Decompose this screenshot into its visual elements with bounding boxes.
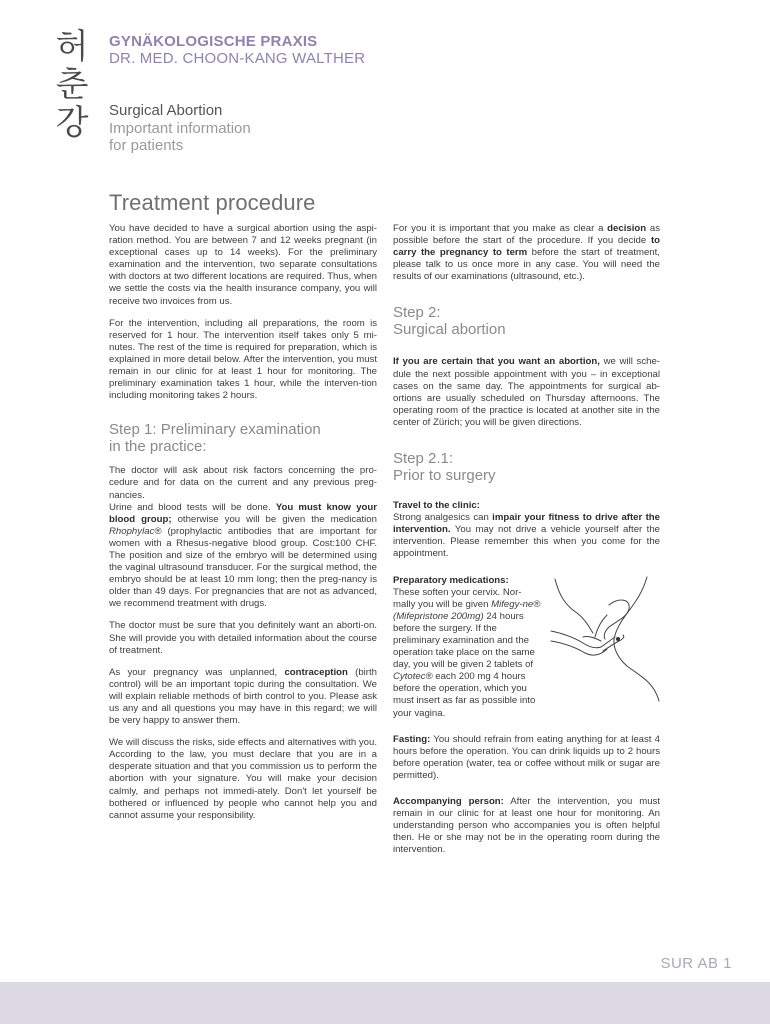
doctor-name: DR. MED. CHOON-KANG WALTHER — [109, 50, 366, 67]
korean-char-2: 춘 — [55, 65, 89, 105]
document-subtitle-1: Important information — [109, 119, 251, 137]
step-2-heading: Step 2: Surgical abortion — [393, 304, 506, 338]
contraception-paragraph: As your pregnancy was unplanned, contraception (birth control) will be an important topic during the consultation. We will explain reliable methods of birth control to you. Please ask us any and all questions you may have in this regard; we will be very happy to answer them. — [109, 666, 377, 727]
korean-char-1: 허 — [55, 27, 89, 67]
decision-paragraph: The doctor must be sure that you definitely want an aborti-on. She will provide you with detailed information about the course of treatment. — [109, 620, 377, 656]
vaginal-insertion-illustration — [549, 575, 661, 703]
korean-name-logo — [52, 28, 92, 142]
left-column — [109, 223, 377, 832]
duration-paragraph: For the intervention, including all preparations, the room is reserved for 1 hour. The intervention itself takes only 5 mi-nutes. The rest of the time is required for preparation, which is explained in more detail below. After the intervention, you must remain in our clinic for at least 1 hour for monitoring. The preliminary examination takes 1 hour, while the interven-tion including monitoring takes 2 hours. — [109, 317, 377, 402]
practice-name: GYNÄKOLOGISCHE PRAXIS — [109, 33, 318, 50]
document-title: Surgical Abortion — [109, 102, 223, 119]
step-2-1-heading: Step 2.1: Prior to surgery — [393, 450, 496, 484]
surgical-appointment-paragraph: If you are certain that you want an abortion, we will sche-dule the next possible appointment with you – in exceptional cases on the same day. The appointments for surgical ab-ortions are usually scheduled on Thursday afternoons. The operating room of the practice is located at another site in the center of Zürich; you will be given directions. — [393, 356, 660, 428]
korean-char-3: 강 — [55, 103, 89, 143]
risks-paragraph: We will discuss the risks, side effects and alternatives with you. According to the law, you must declare that you are in a desperate situation and that you commission us to perform the abortion with your signature. You will make your decision calmly, and perhaps not immedi-ately. Don't let yourself be bothered or influenced by people who cannot help you and cannot assume your responsibility. — [109, 737, 377, 821]
clear-decision-paragraph: For you it is important that you make as clear a decision as possible before the start of the procedure. If you decide to carry the pregnancy to term before the start of treatment, please talk to us once more in any case. You will need the results of our examinations (ultrasound, etc.). — [393, 223, 660, 283]
medication-section — [393, 575, 660, 720]
intro-paragraph: You have decided to have a surgical abortion using the aspi-ration method. You are between 7 and 12 weeks pregnant (in exceptional cases up to 14 weeks). For the preliminary examination and the intervention, two separate consultations with doctors at two different locations are required. Thus, when we settle the costs via the health insurance company, you will receive two invoices from us. — [109, 223, 377, 307]
step-1-heading: Step 1: Preliminary examination in the practice: — [109, 421, 321, 455]
tests-paragraph: Urine and blood tests will be done. You must know your blood group; otherwise you will be given the medication Rhophylac® (prophylactic antibodies that are important for women with a Rhesus-negative blood group. Cost:100 CHF. The position and size of the embryo will be determined using the vaginal ultrasound transducer. For the surgical method, the embryo should be at least 10 mm long; then the preg-nancy is older than 49 days. For pregnancies that are not as advanced, we recommend treatment with drugs. — [109, 501, 377, 610]
medication-paragraph: Preparatory medications: These soften your cervix. Nor-mally you will be given Mifegy-ne® (Mifepristone 200mg) 24 hours before the surgery. If the preliminary examination and the operation take place on the same day, you will be given 2 tablets of Cytotec® each 200 mg 4 hours before the operation, which you must insert as far as possible into your vagina. — [393, 574, 541, 719]
document-code: SUR AB 1 — [660, 955, 732, 972]
accompanying-paragraph: Accompanying person: After the intervention, you must remain in our clinic for at least one hour for monitoring. An understanding person who accompanies you is often helpful then. He or she may not be in the operating room during the intervention. — [393, 796, 660, 856]
practice-header — [109, 33, 365, 67]
travel-paragraph: Travel to the clinic: Strong analgesics can impair your fitness to drive after the intervention. You may not drive a vehicle yourself after the intervention. Please remember this when you come for the appointment. — [393, 500, 661, 560]
risk-factors-paragraph: The doctor will ask about risk factors concerning the pro-cedure and for data on the current and any previous preg-nancies. — [109, 465, 377, 501]
fasting-paragraph: Fasting: You should refrain from eating anything for at least 4 hours before the operation. You can drink liquids up to 2 hours before operation (water, tea or coffee without milk or sugar are permitted). — [393, 733, 660, 781]
footer-band — [0, 982, 770, 1024]
document-subtitle-2: for patients — [109, 137, 184, 154]
document-title-block — [109, 102, 251, 155]
main-heading: Treatment procedure — [109, 190, 316, 215]
right-column — [393, 223, 660, 866]
